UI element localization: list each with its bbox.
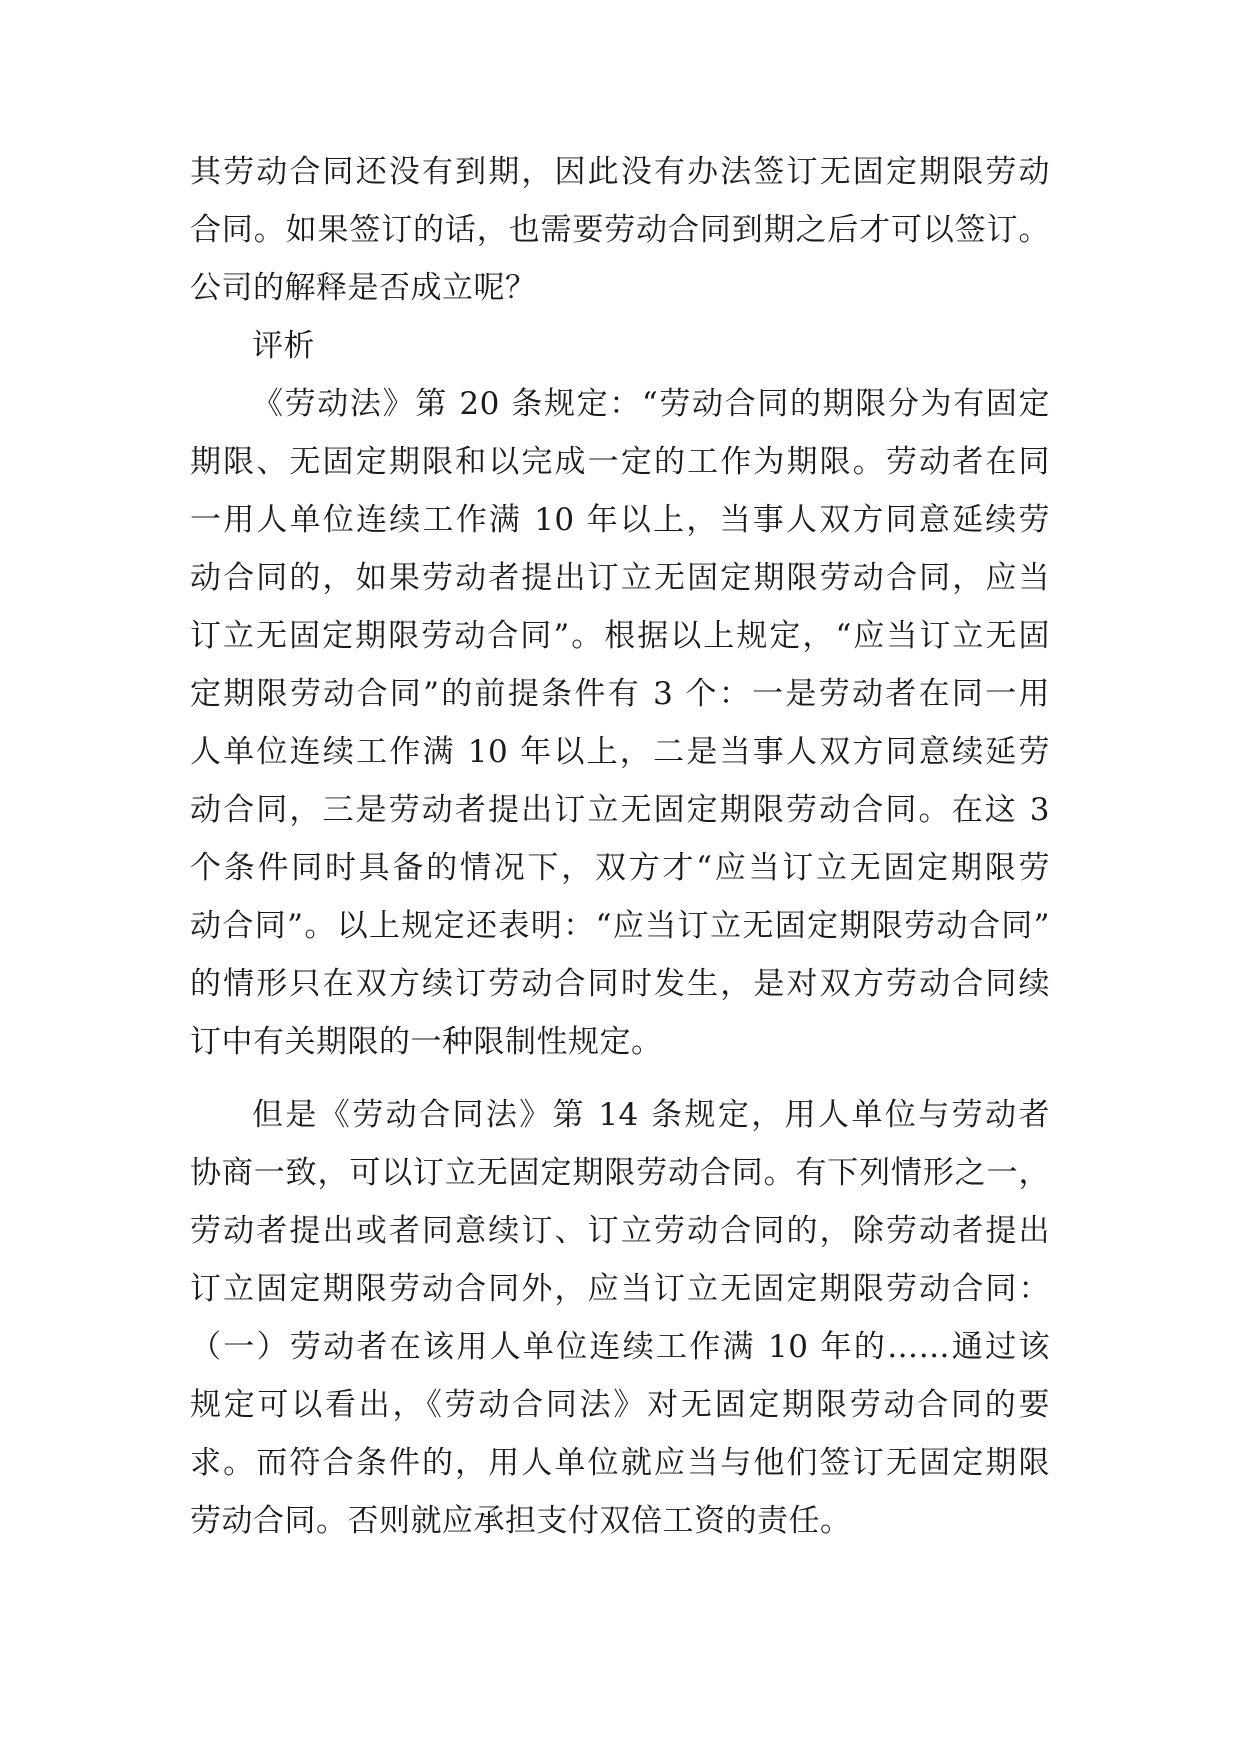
- section-heading: 评析: [252, 328, 315, 364]
- text-line: 的情形只在双方续订劳动合同时发生，是对双方劳动合同续: [190, 966, 1050, 1002]
- text-line: 规定可以看出，《劳动合同法》对无固定期限劳动合同的要: [190, 1387, 1050, 1423]
- text-line: 定期限劳动合同”的前提条件有 3 个：一是劳动者在同一用: [190, 676, 1050, 712]
- text-line: 期限、无固定期限和以完成一定的工作为期限。劳动者在同: [190, 444, 1050, 480]
- text-line: 动合同”。以上规定还表明：“应当订立无固定期限劳动合同”: [190, 908, 1050, 944]
- text-line: 求。而符合条件的，用人单位就应当与他们签订无固定期限: [190, 1445, 1050, 1481]
- text-line: 协商一致，可以订立无固定期限劳动合同。有下列情形之一，: [190, 1155, 1050, 1191]
- text-line: 其劳动合同还没有到期，因此没有办法签订无固定期限劳动: [190, 154, 1050, 190]
- text-line: 劳动者提出或者同意续订、订立劳动合同的，除劳动者提出: [190, 1213, 1050, 1249]
- text-line: 公司的解释是否成立呢？: [190, 270, 537, 306]
- text-line: 动合同，三是劳动者提出订立无固定期限劳动合同。在这 3: [190, 792, 1050, 828]
- text-line: 合同。如果签订的话，也需要劳动合同到期之后才可以签订。: [190, 212, 1050, 248]
- text-line: 动合同的，如果劳动者提出订立无固定期限劳动合同，应当: [190, 560, 1050, 596]
- text-line: 个条件同时具备的情况下，双方才“应当订立无固定期限劳: [190, 850, 1050, 886]
- text-line: 劳动合同。否则就应承担支付双倍工资的责任。: [190, 1503, 852, 1539]
- text-line: 一用人单位连续工作满 10 年以上，当事人双方同意延续劳: [190, 502, 1050, 538]
- text-line: 人单位连续工作满 10 年以上，二是当事人双方同意续延劳: [190, 734, 1050, 770]
- text-line: 《劳动法》第 20 条规定：“劳动合同的期限分为有固定: [252, 386, 1050, 422]
- text-line: 订立固定期限劳动合同外，应当订立无固定期限劳动合同：: [190, 1271, 1050, 1307]
- text-line: 订中有关期限的一种限制性规定。: [190, 1024, 663, 1060]
- text-line: 但是《劳动合同法》第 14 条规定，用人单位与劳动者: [252, 1097, 1050, 1133]
- text-line: 订立无固定期限劳动合同”。根据以上规定，“应当订立无固: [190, 618, 1050, 654]
- text-line: （一）劳动者在该用人单位连续工作满 10 年的……通过该: [190, 1329, 1050, 1365]
